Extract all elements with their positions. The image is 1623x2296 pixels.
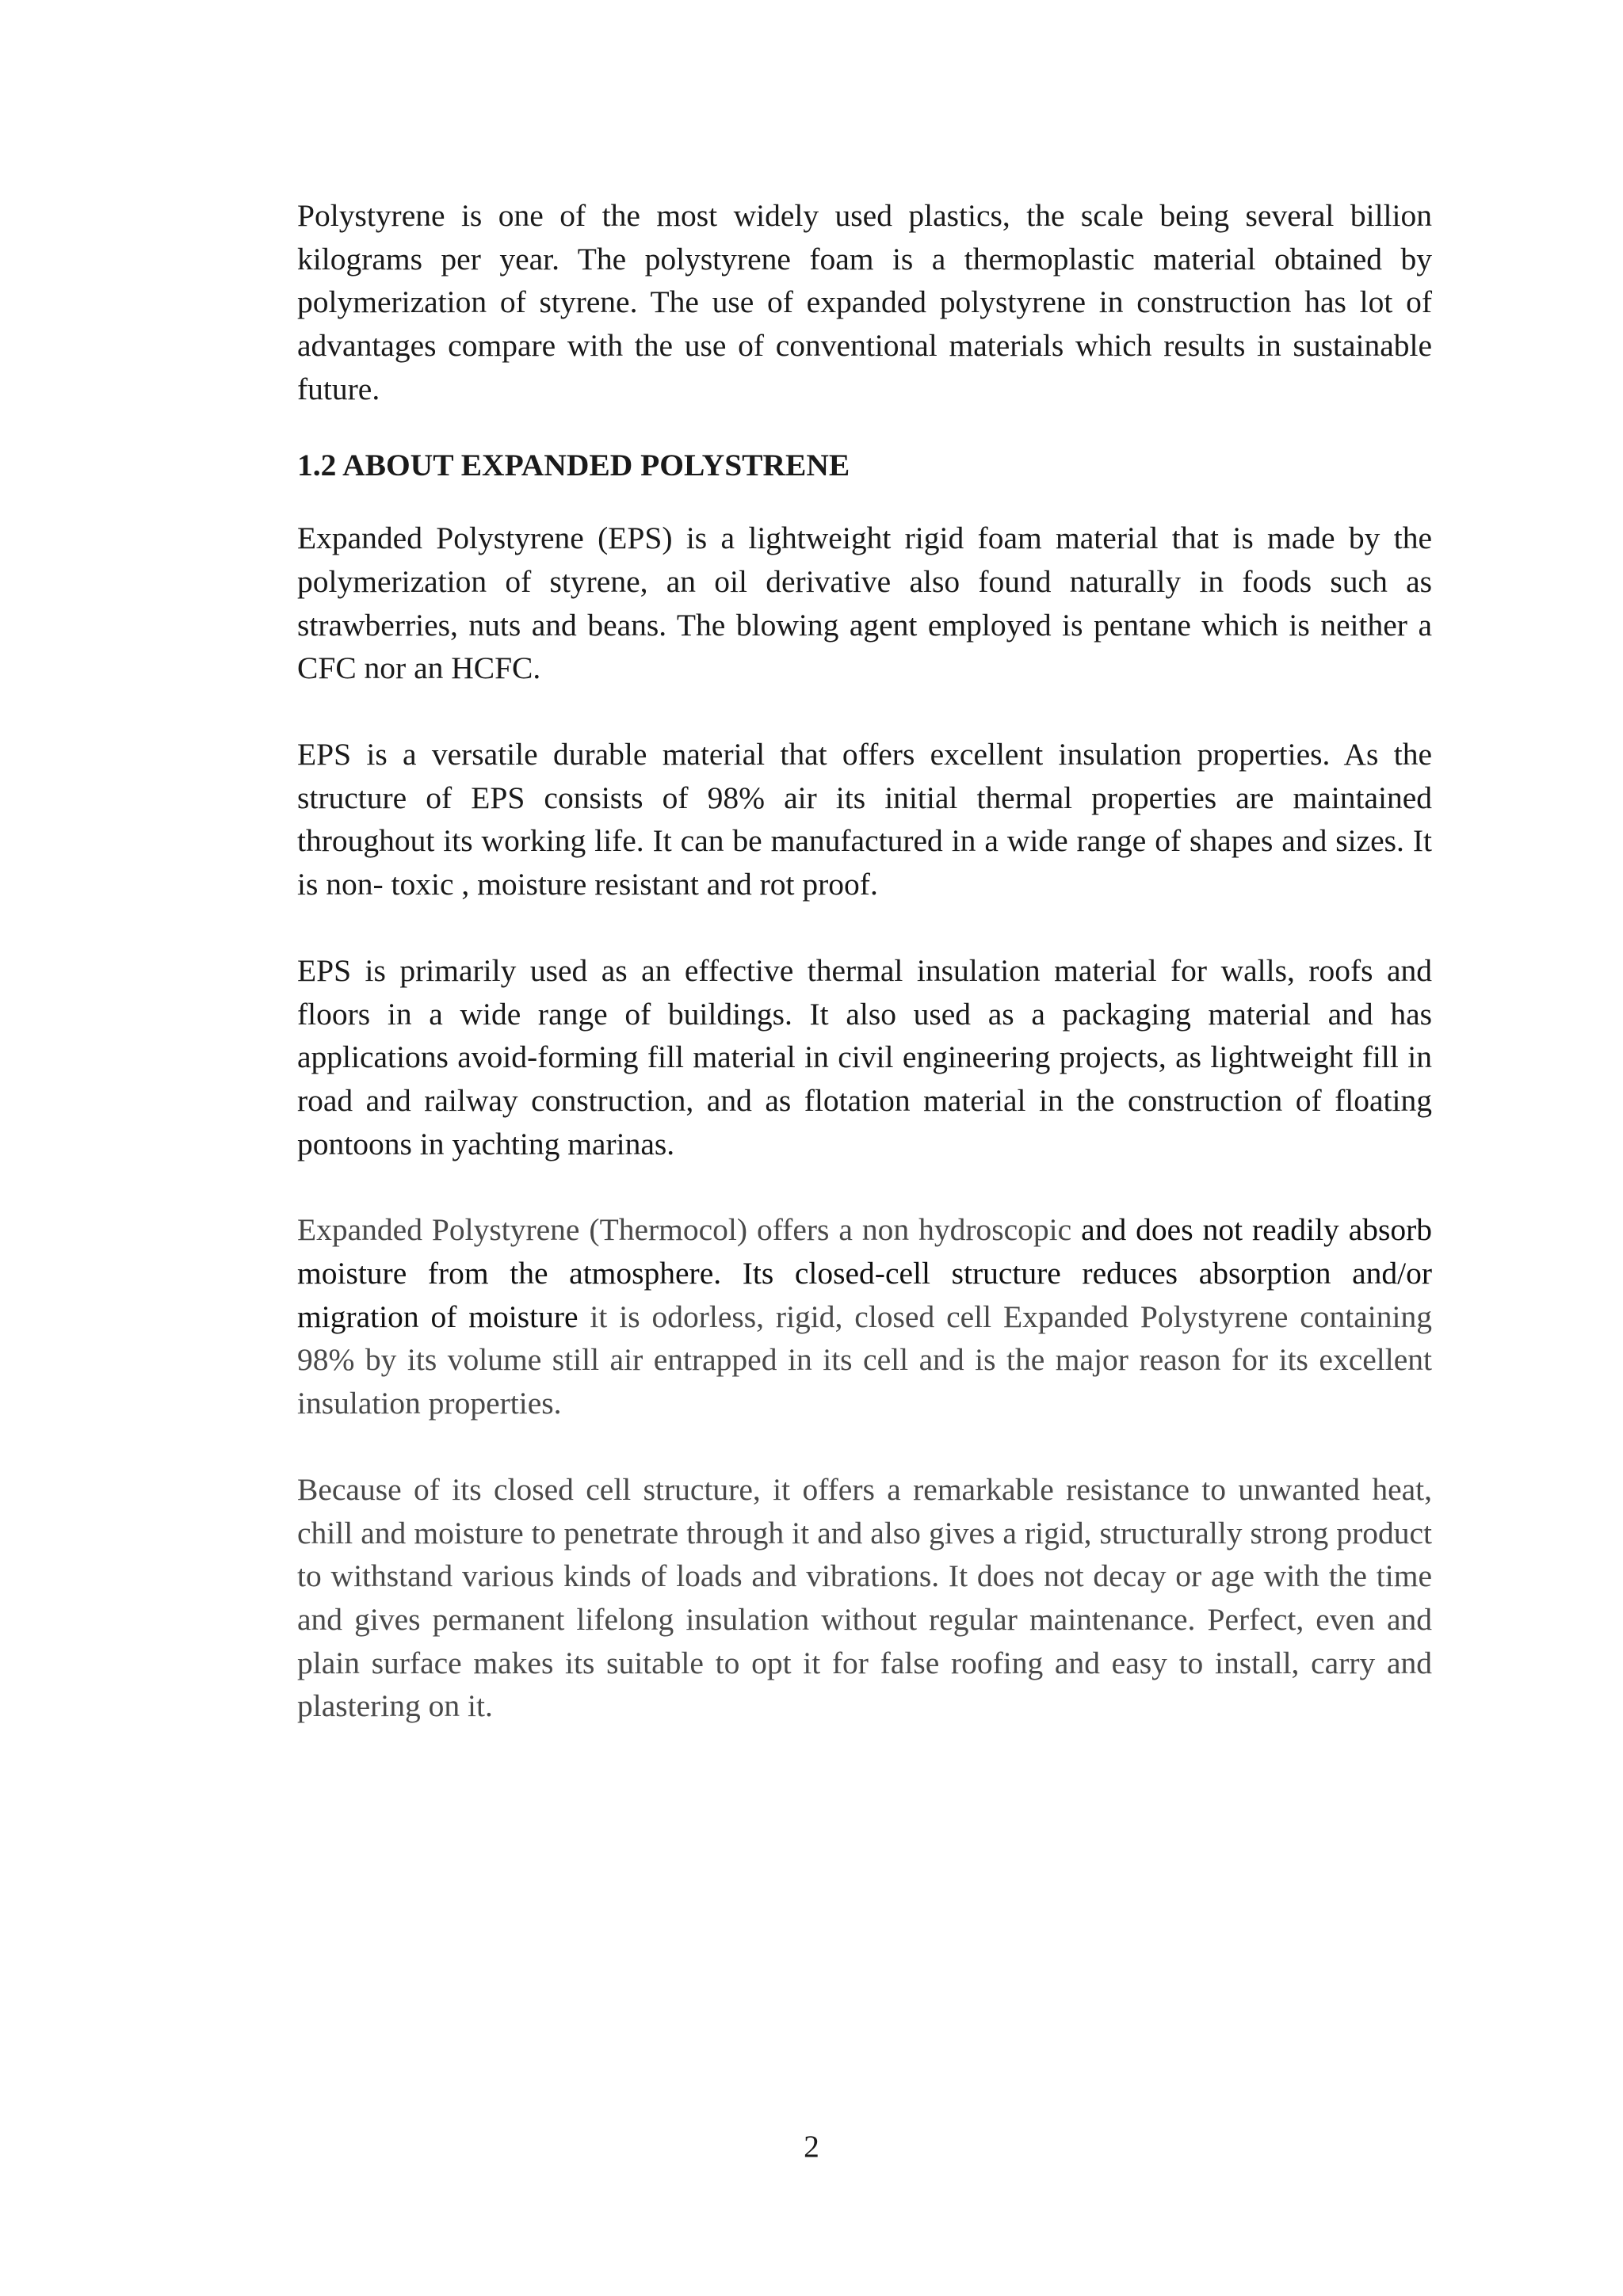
thermocol-text-part-2: and does not readily absorb moisture from the atmosphere. Its closed-cell structure reduces absorption and/or migration of moisture bbox=[297, 1212, 1432, 1334]
thermocol-text-part-1: Expanded Polystyrene (Thermocol) offers a non hydroscopic bbox=[297, 1212, 1082, 1248]
section-heading: 1.2 ABOUT EXPANDED POLYSTRENE bbox=[297, 447, 850, 482]
eps-uses-paragraph: EPS is primarily used as an effective thermal insulation material for walls, roofs and floors in a wide range of buildings. It also used as a packaging material and has applications avoid-forming fill material in civil engineering projects, as lightweight fill in road and railway construction, and as flotation material in the construction of floating pontoons in yachting marinas. bbox=[297, 952, 1432, 1161]
thermocol-paragraph bbox=[297, 1208, 1432, 1425]
thermocol-text-part-3: it is odorless, rigid, closed cell Expanded Polystyrene containing 98% by its volume still air entrapped in its cell and is the major reason for its excellent insulation properties. bbox=[297, 1299, 1432, 1421]
closed-cell-paragraph: Because of its closed cell structure, it offers a remarkable resistance to unwanted heat, chill and moisture to penetrate through it and also gives a rigid, structurally strong product to withstand various kinds of loads and vibrations. It does not decay or age with the time and gives permanent lifelong insulation without regular maintenance. Perfect, even and plain surface makes its suitable to opt it for false roofing and easy to install, carry and plastering on it. bbox=[297, 1471, 1432, 1724]
page-number: 2 bbox=[804, 2129, 819, 2164]
eps-properties-paragraph: EPS is a versatile durable material that offers excellent insulation properties. As the structure of EPS consists of 98% air its initial thermal properties are maintained throughout its working life. It can be manufactured in a wide range of shapes and sizes. It is non- toxic , moisture resistant and rot proof. bbox=[297, 737, 1432, 902]
intro-paragraph: Polystyrene is one of the most widely used plastics, the scale being several billion kilograms per year. The polystyrene foam is a thermoplastic material obtained by polymerization of styrene. The use of expanded polystyrene in construction has lot of advantages compare with the use of conventional materials which results in sustainable future. bbox=[297, 198, 1432, 406]
eps-definition-paragraph: Expanded Polystyrene (EPS) is a lightweight rigid foam material that is made by the polymerization of styrene, an oil derivative also found naturally in foods such as strawberries, nuts and beans. The blowing agent employed is pentane which is neither a CFC nor an HCFC. bbox=[297, 521, 1432, 686]
page-content bbox=[297, 194, 1432, 1728]
